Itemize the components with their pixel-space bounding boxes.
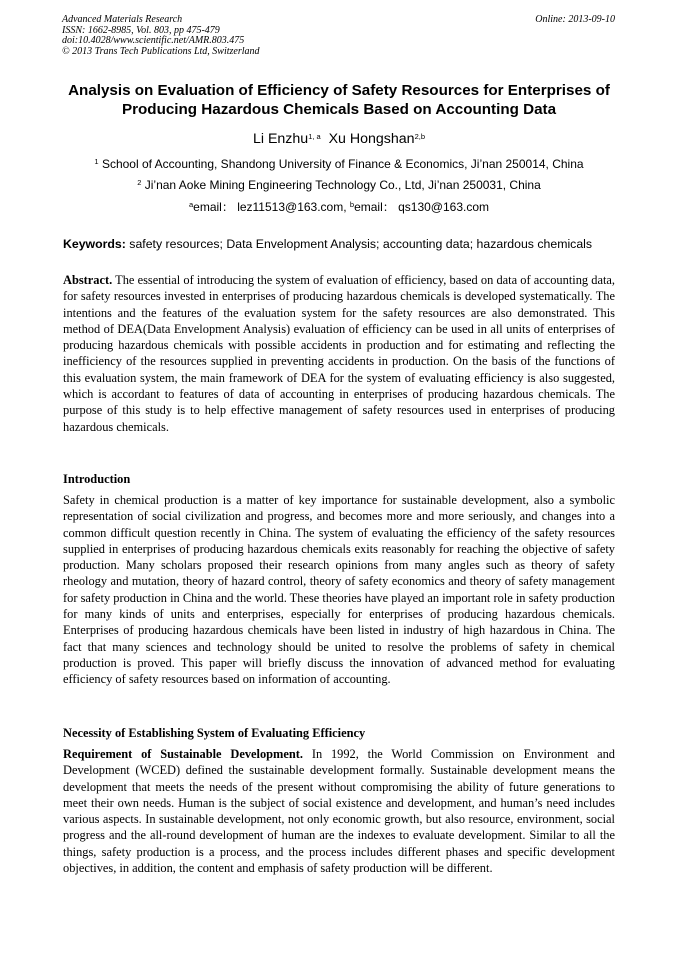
email-b-sup: b: [349, 199, 355, 209]
email-a-label: email：: [193, 200, 234, 214]
copyright-line: © 2013 Trans Tech Publications Ltd, Switzerland: [62, 45, 260, 57]
author-1-sup: 1, a: [308, 131, 321, 141]
necessity-body: [63, 746, 615, 876]
author-1: Li Enzhu: [252, 131, 309, 147]
affiliation-1-sup: 1: [94, 156, 99, 166]
sustainable-development-subheading: Requirement of Sustainable Development.: [63, 747, 303, 761]
abstract-text: The essential of introducing the system of evaluation of efficiency, based on data of accounting data, for safety resources invested in enterprises of producing hazardous chemicals is developed systematically. The intentions and the features of the evaluation system for the safety resources are also demonstrated. This method of DEA(Data Envelopment Analysis) evaluation of efficiency can be used in all units of enterprises of producing hazardous chemicals with possible accidents in production and for estimating and reflecting the inefficiency of the resources supplied in preventing accidents in production. On the basis of the functions of this evaluation system, the main framework of DEA for the system of evaluating efficiency is also suggested, which is accordant to features of data of accounting in enterprises of producing hazardous chemicals. The purpose of this study is to help effective management of safety resources used in enterprises of producing hazardous chemicals.: [63, 273, 615, 434]
abstract-label: Abstract.: [63, 273, 113, 287]
necessity-text: In 1992, the World Commission on Environment and Development (WCED) defined the sustainable development formally. Sustainable development means the development that meets the needs of the present without compromising the ability of future generations to meet their own needs. Human is the subject of social existence and development, and human’s need includes various aspects. In sustainable development, not only economic growth, but also resource, environment, social progress and the all-round development of human are the indexes to evaluate development. Similar to all the things, safety production is a process, and the process includes different phases and specific development objectives, in addition, the content and emphasis of safety production will be different.: [63, 747, 615, 876]
email-line: [20, 199, 658, 215]
affiliation-1-text: School of Accounting, Shandong University of Finance & Economics, Ji’nan 250014, China: [101, 157, 584, 171]
email-a-sup: a: [188, 199, 194, 209]
affiliation-2-sup: 2: [137, 177, 142, 187]
keywords-label: Keywords:: [63, 237, 126, 251]
author-2-sup: 2,b: [414, 131, 426, 141]
doi-line: doi:10.4028/www.scientific.net/AMR.803.475: [62, 35, 245, 46]
affiliation-2-text: Ji’nan Aoke Mining Engineering Technology Co., Ltd, Ji’nan 250031, China: [144, 178, 541, 192]
journal-name: Advanced Materials Research: [62, 14, 183, 25]
necessity-heading: Necessity of Establishing System of Evaluating Efficiency: [63, 726, 366, 740]
keywords: [63, 236, 623, 252]
affiliation-2: [20, 177, 658, 193]
email-b-label: email：: [354, 200, 395, 214]
journal-header: [62, 15, 260, 57]
introduction-heading: Introduction: [63, 472, 131, 486]
author-2: Xu Hongshan: [328, 131, 415, 147]
issn-line: ISSN: 1662-8985, Vol. 803, pp 475-479: [62, 24, 220, 36]
abstract: [63, 272, 615, 435]
online-date: Online: 2013-09-10: [535, 14, 615, 25]
paper-title: Analysis on Evaluation of Efficiency of Safety Resources for Enterprises of Producing Hazardous Chemicals Based on Accounting Data: [68, 82, 610, 118]
keywords-text: safety resources; Data Envelopment Analysis; accounting data; hazardous chemicals: [129, 237, 593, 251]
email-b-address[interactable]: qs130@163.com: [398, 200, 489, 214]
affiliation-1: [20, 156, 658, 172]
introduction-body: Safety in chemical production is a matter of key importance for sustainable development, also a symbolic representation of social civilization and progress, and becomes more and more seriously, and changes into a common difficult question recently in China. The system of evaluating the efficiency of the safety resources supplied in enterprises of producing hazardous chemicals exits reasonably for reaching the objective of safety production. Many scholars proposed their research opinions from many angles such as theory of safety rheology and mutation, theory of hazard control, theory of safety economics and theory of safety management for safety production in China and the world. These theories have played an important role in safety production for many kinds of units and enterprises, especially for enterprises of producing hazardous chemicals. Enterprises of producing hazardous chemicals have been listed in industry of high hazardous in China. The fact that many sciences and technology should be united to resolve the problems of safety in chemical production is proved. This paper will briefly discuss the innovation of advanced method for evaluating efficiency of safety resources based on information of accounting.: [63, 493, 615, 687]
author-line: [20, 130, 658, 148]
email-a-address[interactable]: lez11513@163.com,: [237, 200, 347, 214]
